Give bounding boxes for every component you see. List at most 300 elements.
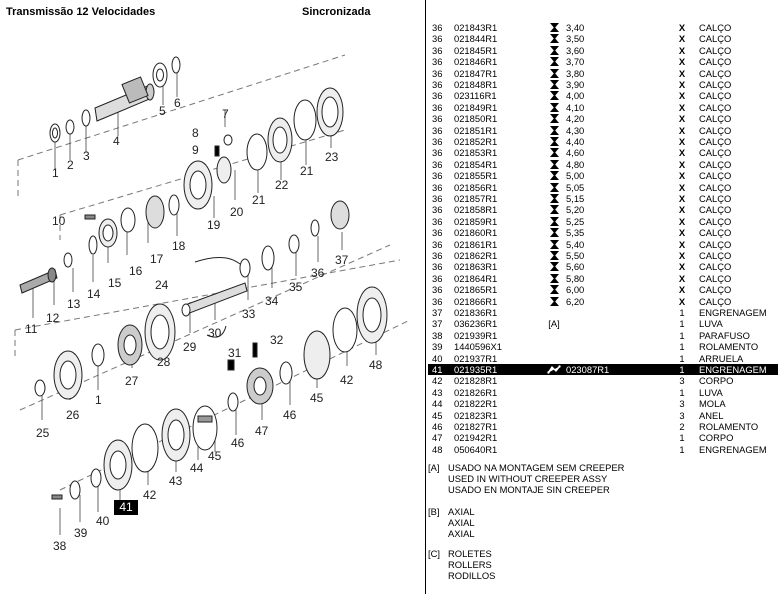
description: CORPO (699, 432, 734, 444)
alt-value: 4,00 (566, 90, 585, 102)
hourglass-icon (546, 193, 562, 204)
footnote-line: ROLETES (448, 548, 492, 559)
parts-row[interactable] (428, 227, 778, 238)
quantity: X (678, 101, 686, 113)
part-number: 023116R1 (454, 90, 497, 102)
parts-row[interactable] (428, 341, 778, 352)
ref-number: 41 (432, 364, 443, 375)
quantity: X (678, 272, 686, 284)
ref-number: 38 (432, 329, 443, 341)
description: CALÇO (699, 67, 732, 79)
alt-value: 5,60 (566, 261, 585, 273)
quantity: X (678, 79, 686, 90)
hourglass-icon (546, 68, 562, 79)
quantity: 1 (679, 432, 685, 444)
callout-9: 9 (192, 143, 199, 157)
part-number: 021850R1 (454, 113, 498, 125)
ref-number: 36 (432, 181, 443, 193)
parts-row[interactable] (428, 193, 778, 204)
ref-number: 36 (432, 158, 443, 170)
quantity: X (678, 136, 686, 147)
alt-value: 023087R1 (566, 364, 610, 375)
description: ARRUELA (699, 352, 744, 364)
parts-row[interactable] (428, 125, 778, 136)
ref-number: 36 (432, 170, 443, 182)
description: CALÇO (699, 113, 732, 125)
parts-row[interactable] (428, 56, 778, 67)
description: CALÇO (699, 215, 732, 227)
quantity: 3 (679, 398, 685, 410)
callout-19: 19 (207, 218, 221, 232)
hourglass-icon (546, 22, 562, 33)
quantity: X (678, 250, 686, 261)
part-number: 021866R1 (454, 295, 498, 307)
quantity: 1 (679, 329, 685, 341)
footnote-line: ROLLERS (448, 559, 492, 570)
parts-row[interactable] (428, 444, 778, 455)
hourglass-icon (546, 113, 562, 124)
callout-39: 39 (74, 526, 88, 540)
ref-number: 36 (432, 204, 443, 216)
parts-row[interactable] (428, 375, 778, 386)
parts-row[interactable] (428, 136, 778, 147)
description: MOLA (699, 398, 726, 410)
parts-row-highlighted[interactable] (428, 364, 778, 375)
hourglass-icon (546, 204, 562, 215)
part-number: 021849R1 (454, 101, 498, 113)
callout-35: 35 (289, 280, 303, 294)
footnote-tag: [A] (428, 462, 440, 473)
description: PARAFUSO (699, 329, 750, 341)
callout-40: 40 (96, 514, 110, 528)
parts-row[interactable] (428, 102, 778, 113)
description: CALÇO (699, 204, 732, 216)
callout-44: 44 (190, 461, 204, 475)
callout-13: 13 (67, 297, 81, 311)
callout-12: 12 (46, 311, 60, 325)
part-number: 021843R1 (454, 22, 498, 33)
callout-3: 3 (83, 149, 90, 163)
footnote-line: RODILLOS (448, 570, 496, 581)
hourglass-icon (546, 125, 562, 136)
parts-row[interactable] (428, 387, 778, 398)
description: LUVA (699, 318, 723, 330)
callout-16: 16 (129, 264, 143, 278)
description: CALÇO (699, 272, 732, 284)
part-number: 021848R1 (454, 79, 498, 90)
parts-row[interactable] (428, 307, 778, 318)
quantity: X (678, 56, 686, 68)
hourglass-icon (546, 261, 562, 272)
description: CALÇO (699, 22, 732, 33)
description: ENGRENAGEM (699, 307, 767, 318)
alt-value: 5,40 (566, 238, 585, 250)
part-number: 021939R1 (454, 329, 498, 341)
parts-row[interactable] (428, 33, 778, 44)
ref-number: 40 (432, 352, 443, 364)
alt-value: 5,35 (566, 227, 585, 239)
quantity: X (678, 193, 686, 204)
parts-row[interactable] (428, 421, 778, 432)
callout-45a: 45 (208, 449, 222, 463)
part-number: 021846R1 (454, 56, 498, 68)
part-number: 021847R1 (454, 67, 498, 79)
alt-value: 3,50 (566, 33, 585, 45)
ref-number: 36 (432, 124, 443, 136)
ref-number: 43 (432, 386, 443, 398)
ref-number: 36 (432, 147, 443, 159)
hourglass-icon (546, 216, 562, 227)
quantity: 1 (679, 386, 685, 398)
part-number: 021844R1 (454, 33, 498, 45)
quantity: 2 (679, 421, 685, 432)
description: CALÇO (699, 193, 732, 204)
alt-value: 4,40 (566, 136, 585, 147)
alt-value: 5,00 (566, 170, 585, 182)
part-number: 021860R1 (454, 227, 498, 239)
callout-5: 5 (159, 104, 166, 118)
ref-number: 37 (432, 307, 443, 318)
ref-number: 39 (432, 341, 443, 353)
hourglass-icon (546, 136, 562, 147)
callout-28: 28 (157, 355, 171, 369)
hourglass-icon (546, 147, 562, 158)
part-number: 021826R1 (454, 386, 498, 398)
footnote-line: USADO EN MONTAJE SIN CREEPER (448, 484, 610, 495)
hourglass-icon (546, 273, 562, 284)
alt-value: 4,20 (566, 113, 585, 125)
ref-number: 36 (432, 250, 443, 261)
ref-number: 37 (432, 318, 443, 330)
quantity: X (678, 90, 686, 102)
callout-38: 38 (53, 539, 67, 553)
callout-11: 11 (25, 322, 38, 336)
ref-number: 36 (432, 215, 443, 227)
quantity: X (678, 158, 686, 170)
callout-10: 10 (52, 214, 66, 228)
hourglass-icon (546, 239, 562, 250)
hourglass-icon (546, 33, 562, 44)
ref-number: 42 (432, 375, 443, 387)
parts-row[interactable] (428, 250, 778, 261)
description: CALÇO (699, 79, 732, 90)
description: CALÇO (699, 56, 732, 68)
ref-number: 45 (432, 409, 443, 421)
part-number: 021845R1 (454, 44, 498, 56)
part-number: 021863R1 (454, 261, 498, 273)
callout-8: 8 (192, 126, 199, 140)
description: CALÇO (699, 170, 732, 182)
hourglass-icon (546, 182, 562, 193)
quantity: 1 (679, 318, 685, 330)
callout-31: 31 (228, 346, 242, 360)
hourglass-icon (546, 170, 562, 181)
part-number: 021858R1 (454, 204, 498, 216)
quantity: X (678, 67, 686, 79)
callout-22: 22 (275, 178, 289, 192)
quantity: X (678, 261, 686, 273)
quantity: X (678, 181, 686, 193)
callout-18: 18 (172, 239, 186, 253)
quantity: X (678, 113, 686, 125)
part-number: 021864R1 (454, 272, 498, 284)
parts-row[interactable] (428, 204, 778, 215)
footnote-line: AXIAL (448, 506, 475, 517)
parts-row[interactable] (428, 170, 778, 181)
alt-value: 6,00 (566, 284, 585, 296)
description: ROLAMENTO (699, 341, 759, 353)
callout-24: 24 (155, 278, 169, 292)
callout-41-highlighted: 41 (114, 500, 138, 515)
description: CALÇO (699, 136, 732, 147)
alt-value: 4,30 (566, 124, 585, 136)
hourglass-icon (546, 250, 562, 261)
alt-value: 5,05 (566, 181, 585, 193)
description: CALÇO (699, 250, 732, 261)
part-number: 021942R1 (454, 432, 498, 444)
part-number: 021851R1 (454, 124, 498, 136)
ref-number: 36 (432, 33, 443, 45)
callout-14: 14 (87, 287, 101, 301)
footnote-line: AXIAL (448, 517, 475, 528)
part-number: 050640R1 (454, 443, 498, 455)
callout-48: 48 (369, 358, 383, 372)
parts-row[interactable] (428, 296, 778, 307)
quantity: 1 (679, 307, 685, 318)
alt-value: 5,25 (566, 215, 585, 227)
footnote-line: AXIAL (448, 528, 475, 539)
description: ENGRENAGEM (699, 364, 767, 375)
callout-47: 47 (255, 424, 269, 438)
diagram-title: Transmissão 12 Velocidades (6, 6, 156, 18)
description: CALÇO (699, 101, 732, 113)
part-number: 021852R1 (454, 136, 498, 147)
hourglass-icon (546, 102, 562, 113)
ref-number: 36 (432, 227, 443, 239)
description: CALÇO (699, 181, 732, 193)
alt-value: 3,80 (566, 67, 585, 79)
ref-number: 36 (432, 272, 443, 284)
ref-number: 36 (432, 22, 443, 33)
description: ANEL (699, 409, 724, 421)
hourglass-icon (546, 56, 562, 67)
ref-number: 36 (432, 261, 443, 273)
parts-row[interactable] (428, 273, 778, 284)
quantity: 3 (679, 375, 685, 387)
hourglass-icon (546, 90, 562, 101)
hourglass-icon (546, 159, 562, 170)
part-number: 021855R1 (454, 170, 498, 182)
quantity: X (678, 238, 686, 250)
alt-value: 3,40 (566, 22, 585, 33)
alt-value: 4,80 (566, 158, 585, 170)
ref-number: 36 (432, 193, 443, 204)
part-number: 021857R1 (454, 193, 498, 204)
callout-29: 29 (183, 340, 197, 354)
description: CALÇO (699, 124, 732, 136)
alt-value: 3,60 (566, 44, 585, 56)
part-number: 021823R1 (454, 409, 498, 421)
parts-row[interactable] (428, 216, 778, 227)
footnote-line: USADO NA MONTAGEM SEM CREEPER (448, 462, 625, 473)
ref-number: 44 (432, 398, 443, 410)
alt-value: 3,70 (566, 56, 585, 68)
ref-number: 36 (432, 136, 443, 147)
description: CALÇO (699, 33, 732, 45)
description: CALÇO (699, 44, 732, 56)
part-number: 021865R1 (454, 284, 498, 296)
part-number: 021853R1 (454, 147, 498, 159)
ref-number: 46 (432, 421, 443, 432)
quantity: 1 (679, 443, 685, 455)
part-number: 036236R1 (454, 318, 498, 330)
ref-number: 36 (432, 295, 443, 307)
callout-20: 20 (230, 205, 244, 219)
part-number: 021935R1 (454, 364, 498, 375)
parts-row[interactable] (428, 432, 778, 443)
callout-7: 7 (222, 107, 229, 121)
ref-number: 36 (432, 67, 443, 79)
quantity: 1 (679, 364, 685, 375)
quantity: X (678, 295, 686, 307)
callout-1a: 1 (52, 166, 59, 180)
callout-33: 33 (242, 307, 256, 321)
description: CALÇO (699, 295, 732, 307)
description: CALÇO (699, 158, 732, 170)
description: CALÇO (699, 284, 732, 296)
parts-row[interactable] (428, 261, 778, 272)
quantity: X (678, 44, 686, 56)
callout-21b: 21 (300, 164, 314, 178)
callout-36: 36 (311, 266, 325, 280)
parts-row[interactable] (428, 318, 778, 329)
callout-34: 34 (265, 294, 279, 308)
parts-row[interactable] (428, 284, 778, 295)
ref-number: 48 (432, 443, 443, 455)
parts-row[interactable] (428, 113, 778, 124)
quantity: 1 (679, 341, 685, 353)
description: CALÇO (699, 238, 732, 250)
footnote-line: USED IN WITHOUT CREEPER ASSY (448, 473, 608, 484)
ref-number: 36 (432, 113, 443, 125)
part-number: 021856R1 (454, 181, 498, 193)
description: CALÇO (699, 261, 732, 273)
callout-30: 30 (208, 326, 222, 340)
parts-row[interactable] (428, 398, 778, 409)
callout-43: 43 (169, 474, 183, 488)
alt-value: 3,90 (566, 79, 585, 90)
note-marker: [A] (548, 318, 560, 330)
description: LUVA (699, 386, 723, 398)
alt-value: 5,20 (566, 204, 585, 216)
part-number: 021828R1 (454, 375, 498, 387)
callout-25: 25 (36, 426, 50, 440)
alt-value: 5,50 (566, 250, 585, 261)
callout-26: 26 (66, 408, 80, 422)
callout-42a: 42 (143, 488, 157, 502)
description: CORPO (699, 375, 734, 387)
quantity: 3 (679, 409, 685, 421)
parts-row[interactable] (428, 330, 778, 341)
footnote-tag: [C] (428, 548, 440, 559)
quantity: 1 (679, 352, 685, 364)
ref-number: 36 (432, 79, 443, 90)
quantity: X (678, 227, 686, 239)
quantity: X (678, 147, 686, 159)
alt-value: 4,10 (566, 101, 585, 113)
ref-number: 36 (432, 101, 443, 113)
part-number: 021859R1 (454, 215, 498, 227)
ref-number: 36 (432, 284, 443, 296)
parts-row[interactable] (428, 159, 778, 170)
hourglass-icon (546, 79, 562, 90)
alt-value: 6,20 (566, 295, 585, 307)
ref-number: 36 (432, 90, 443, 102)
hourglass-icon (546, 296, 562, 307)
callout-21a: 21 (252, 193, 266, 207)
parts-row[interactable] (428, 353, 778, 364)
callout-27: 27 (125, 374, 139, 388)
footnote-tag: [B] (428, 506, 440, 517)
parts-row[interactable] (428, 90, 778, 101)
callout-23: 23 (325, 150, 339, 164)
callout-1b: 1 (95, 393, 102, 407)
quantity: X (678, 124, 686, 136)
replacement-arrow-icon (546, 364, 562, 375)
ref-number: 36 (432, 56, 443, 68)
callout-4: 4 (113, 134, 120, 148)
alt-value: 5,15 (566, 193, 585, 204)
quantity: X (678, 170, 686, 182)
part-number: 021836R1 (454, 307, 498, 318)
callout-32: 32 (270, 333, 284, 347)
alt-value: 4,60 (566, 147, 585, 159)
callout-45b: 45 (310, 391, 324, 405)
parts-row[interactable] (428, 68, 778, 79)
parts-row[interactable] (428, 45, 778, 56)
part-number: 021862R1 (454, 250, 498, 261)
description: ROLAMENTO (699, 421, 759, 432)
description: CALÇO (699, 227, 732, 239)
callout-37: 37 (335, 253, 349, 267)
description: CALÇO (699, 147, 732, 159)
parts-row[interactable] (428, 182, 778, 193)
description: CALÇO (699, 90, 732, 102)
parts-row[interactable] (428, 147, 778, 158)
callout-17: 17 (150, 252, 164, 266)
parts-row[interactable] (428, 239, 778, 250)
part-number: 021937R1 (454, 352, 498, 364)
ref-number: 36 (432, 44, 443, 56)
part-number: 021822R1 (454, 398, 498, 410)
quantity: X (678, 284, 686, 296)
hourglass-icon (546, 284, 562, 295)
quantity: X (678, 22, 686, 33)
quantity: X (678, 33, 686, 45)
part-number: 021827R1 (454, 421, 498, 432)
parts-row[interactable] (428, 22, 778, 33)
callout-2: 2 (67, 158, 74, 172)
parts-row[interactable] (428, 410, 778, 421)
ref-number: 47 (432, 432, 443, 444)
quantity: X (678, 215, 686, 227)
callout-15: 15 (108, 276, 122, 290)
diagram-subtitle: Sincronizada (302, 6, 371, 18)
part-number: 021854R1 (454, 158, 498, 170)
parts-row[interactable] (428, 79, 778, 90)
part-number: 021861R1 (454, 238, 498, 250)
callout-6: 6 (174, 96, 181, 110)
